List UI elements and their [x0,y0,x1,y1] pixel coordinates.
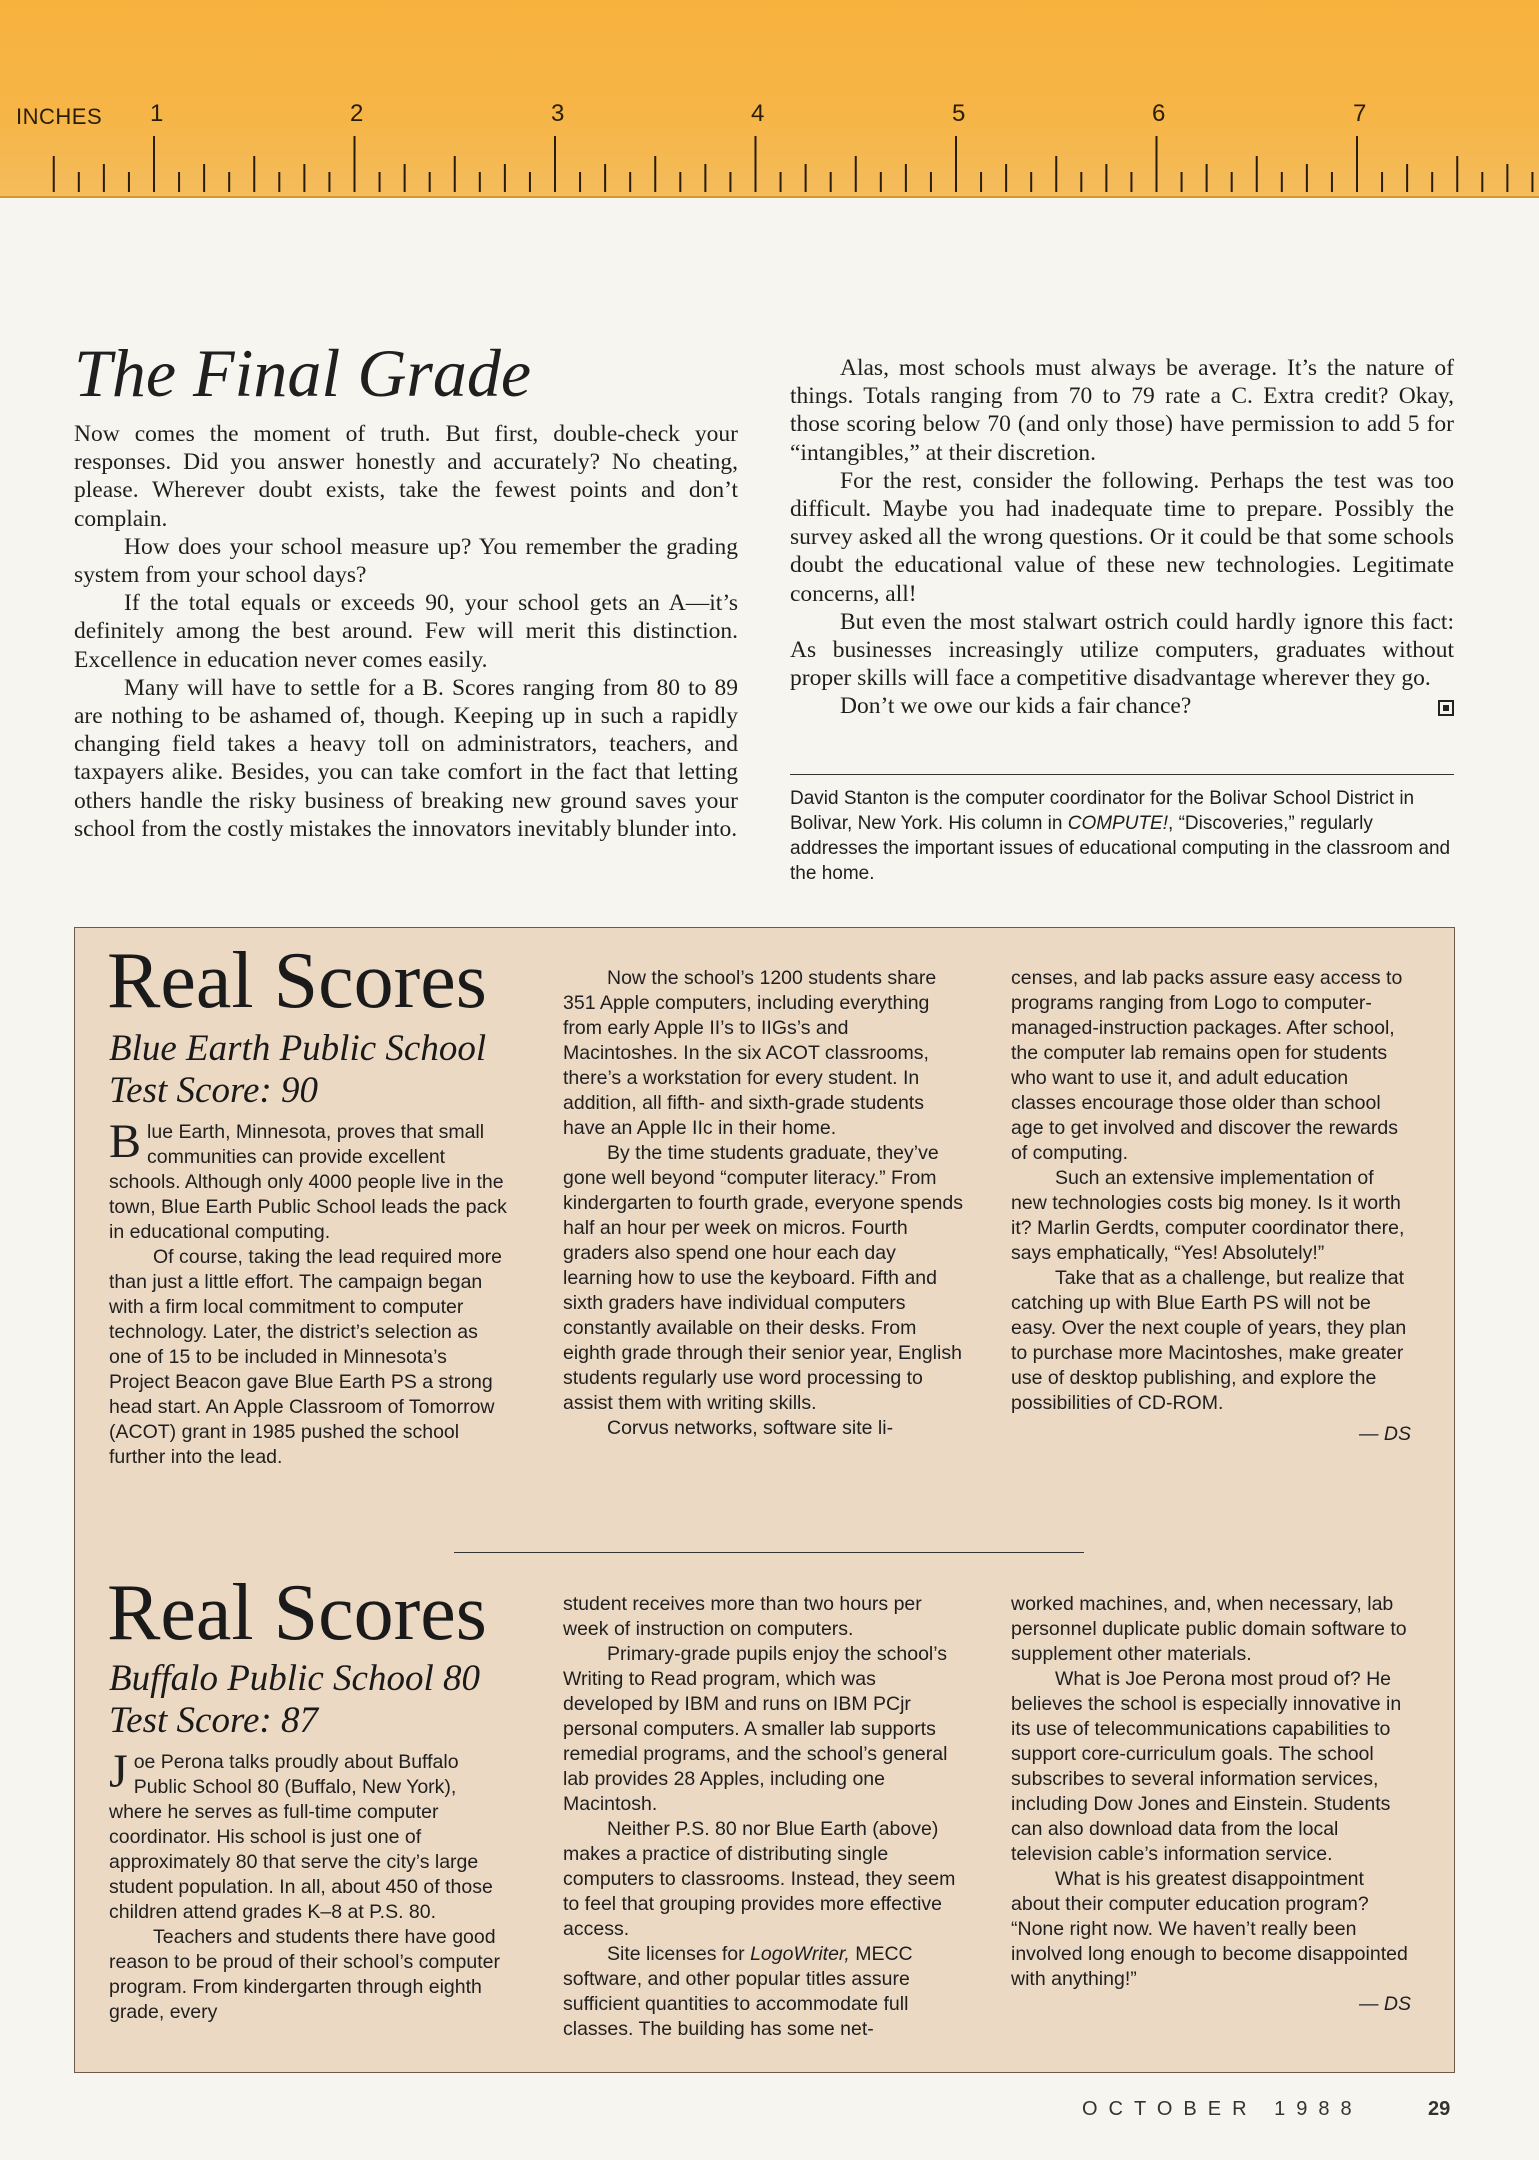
page-number: 29 [1428,2098,1451,2120]
sidebar-paragraph: Teachers and students there have good reason to be proud of their school’s computer program. From kindergarten through eighth grade, every [109,1926,500,2023]
article-left-column [74,420,738,843]
article-paragraph: Now comes the moment of truth. But first, double-check your responses. Did you answer honestly and accurately? No cheating, please. Wherever doubt exists, take the fewest points and don’t complain. [74,421,738,532]
author-bio-text: David Stanton is the computer coordinator for the Bolivar School District in Bolivar, New York. His column in [790,788,1415,834]
sidebar-paragraph: What is his greatest disappointment about their computer education program? “None right now. We haven’t really been involved long enough to become disappointed with anything!” [1011,1868,1408,1990]
article-paragraph: If the total equals or exceeds 90, your school gets an A—it’s definitely among the best around. Few will merit this distinction. Excellence in education never comes easily. [74,590,738,673]
sidebar-paragraph: Neither P.S. 80 nor Blue Earth (above) makes a practice of distributing single computers to classrooms. Instead, they seem to feel that grouping provides more effective access. [563,1818,956,1940]
sidebar-text: oe Perona talks proudly about Buffalo Public School 80 (Buffalo, New York), where he serves as full-time computer coordinator. His school is just one of approximately 80 that serve the city’s large student population. In all, about 450 of those children attend grades K–8 at P.S. 80. [109,1751,493,1923]
sidebar-paragraph: Corvus networks, software site li- [607,1417,894,1439]
sidebar-1-school: Blue Earth Public School [109,1028,487,1069]
sidebar-paragraph: student receives more than two hours per week of instruction on computers. [563,1593,922,1640]
sidebar-divider [454,1552,1084,1553]
sidebar-1-column-2 [563,966,963,1441]
magazine-name: COMPUTE! [1067,813,1169,834]
sidebar-1-column-1 [109,1115,509,1470]
drop-cap: B [109,1115,142,1168]
sidebar-paragraph: Primary-grade pupils enjoy the school’s Writing to Read program, which was developed by IBM and runs on IBM PCjr personal computers. A smaller lab supports remedial programs, and the school’s general lab provides 28 Apples, including one Macintosh. [563,1643,948,1815]
sidebar-2-column-1 [109,1745,509,2025]
ruler-number-3: 3 [551,100,565,127]
sidebar-paragraph: Such an extensive implementation of new technologies costs big money. Is it worth it? Marlin Gerdts, computer coordinator there, says emphatically, “Yes! Absolutely!” [1011,1167,1405,1264]
ruler-unit-label: INCHES [16,104,103,129]
sidebar-1-column-3 [1011,966,1411,1447]
sidebar-paragraph [563,1942,963,2042]
ruler-header [0,0,1539,198]
article-closing-question: Don’t we owe our kids a fair chance? [840,693,1192,720]
sidebar-paragraph [109,1745,509,1925]
sidebar-paragraph: censes, and lab packs assure easy access to programs ranging from Logo to computer-managed-instruction packages. After school, the computer lab remains open for students who want to use it, and adult education classes encourage those older than school age to get involved and discover the rewards of computing. [1011,967,1403,1164]
signature: — DS [1358,1423,1411,1445]
sidebar-2-score: Test Score: 87 [109,1700,318,1741]
issue-date: OCTOBER 1988 [1082,2098,1363,2120]
sidebar-text: lue Earth, Minnesota, proves that small communities can provide excellent schools. Although only 4000 people live in the town, Blue Earth Public School leads the pack in educational computing. [109,1121,507,1243]
signature: — DS [1358,1993,1411,2015]
ruler-number-4: 4 [751,100,765,127]
sidebar-paragraph: Of course, taking the lead required more than just a little effort. The campaign began with a firm local commitment to computer technology. Later, the district’s selection as one of 15 to be included in Minnesota’s Project Beacon gave Blue Earth PS a strong head start. An Apple Classroom of Tomorrow (ACOT) grant in 1985 pushed the school further into the lead. [109,1246,503,1468]
article-title: The Final Grade [74,335,532,411]
ruler-number-2: 2 [350,100,364,127]
sidebar-2-school: Buffalo Public School 80 [109,1658,480,1699]
sidebar-1-title: Real Scores [107,937,487,1025]
sidebar-paragraph: Take that as a challenge, but realize that catching up with Blue Earth PS will not be easy. Over the next couple of years, they plan to purchase more Macintoshes, make greater use of desktop publishing, and explore the possibilities of CD-ROM. [1011,1267,1407,1414]
sidebar-text: Site licenses for [607,1943,751,1965]
ruler-ticks [0,0,1539,196]
sidebar-2-column-3 [1011,1592,1411,2017]
article-paragraph: But even the most stalwart ostrich could hardly ignore this fact: As businesses increasingly utilize computers, graduates without proper skills will face a competitive disadvantage wherever they go. [790,608,1454,692]
sidebar-text-end: MECC software, and other popular titles assure sufficient quantities to accommodate full classes. The building has some net- [563,1943,913,2040]
ruler-number-5: 5 [952,100,966,127]
article-paragraph: Many will have to settle for a B. Scores ranging from 80 to 89 are nothing to be ashamed of, though. Keeping up in such a rapidly changing field takes a heavy toll on administrators, teachers, and taxpayers alike. Besides, you can take comfort in the fact that letting others handle the risky business of breaking new ground saves your school from the costly mistakes the innovators inevitably blunder into. [74,674,738,842]
sidebar-2-column-2 [563,1592,963,2042]
end-of-article-icon [1438,700,1454,716]
sidebar-paragraph: What is Joe Perona most proud of? He believes the school is especially innovative in its use of telecommunications capabilities to support core-curriculum goals. The school subscribes to several information services, including Dow Jones and Einstein. Students can also download data from the local television cable’s information service. [1011,1668,1402,1865]
article-right-column [790,354,1454,721]
article-paragraph: Alas, most schools must always be average. It’s the nature of things. Totals ranging from 70 to 79 rate a C. Extra credit? Okay, those scoring below 70 (and only those) have permission to add 5 for “intangibles,” at their discretion. [790,355,1454,466]
sidebar-1-score: Test Score: 90 [109,1070,318,1111]
article-paragraph: How does your school measure up? You remember the grading system from your school days? [74,533,738,589]
drop-cap: J [109,1745,128,1798]
ruler-number-7: 7 [1353,100,1367,127]
article-paragraph: For the rest, consider the following. Perhaps the test was too difficult. Maybe you had inadequate time to prepare. Possibly the survey asked all the wrong questions. Or it could be that some schools doubt the educational value of these new technologies. Legitimate concerns, all! [790,467,1454,607]
sidebar-paragraph [109,1115,509,1245]
ruler-number-6: 6 [1152,100,1166,127]
sidebar-2-title: Real Scores [107,1569,487,1657]
software-title: LogoWriter, [750,1943,850,1965]
bio-divider [790,774,1454,775]
sidebar-paragraph: By the time students graduate, they’ve gone well beyond “computer literacy.” From kindergarten to fourth grade, everyone spends half an hour per week on micros. Fourth graders also spend one hour each day learning how to use the keyboard. Fifth and sixth graders have individual computers constantly available on their desks. From eighth grade through their senior year, English students regularly use word processing to assist them with writing skills. [563,1142,964,1414]
author-bio-text-end: , “Discoveries,” regularly addresses the important issues of educational computing in the classroom and the home. [790,813,1451,884]
real-scores-sidebar [74,927,1455,2073]
author-bio [790,786,1454,886]
ruler-number-1: 1 [150,100,164,127]
sidebar-paragraph: worked machines, and, when necessary, lab personnel duplicate public domain software to supplement other materials. [1011,1593,1407,1665]
sidebar-paragraph: Now the school’s 1200 students share 351 Apple computers, including everything from early Apple II’s to IIGs’s and Macintoshes. In the six ACOT classrooms, there’s a workstation for every student. In addition, all fifth- and sixth-grade students have an Apple IIc in their home. [563,967,937,1139]
article-last-paragraph [790,692,1454,720]
